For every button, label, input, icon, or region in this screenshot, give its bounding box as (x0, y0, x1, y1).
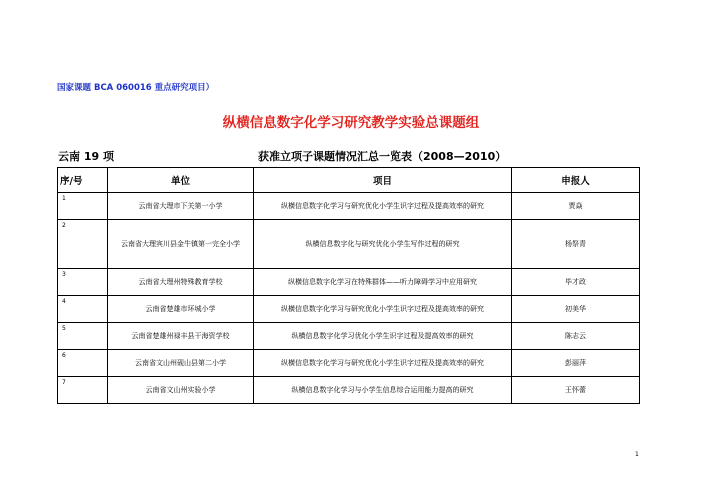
applicant-cell: 陈志云 (512, 323, 640, 350)
region-count: 云南 19 项 (58, 150, 114, 163)
unit-cell: 云南省大理市下关第一小学 (108, 193, 254, 220)
applicant-cell: 彭丽萍 (512, 350, 640, 377)
table-header-row (58, 168, 640, 193)
column-header-number: 序/号 (58, 168, 108, 193)
unit-cell: 云南省楚雄市环城小学 (108, 296, 254, 323)
unit-cell: 云南省大理宾川县金牛镇第一完全小学 (108, 220, 254, 269)
column-header-project: 项目 (254, 168, 512, 193)
page-title: 纵横信息数字化学习研究教学实验总课题组 (222, 115, 480, 131)
project-cell: 纵横信息数字化学习在特殊群体——听力障碍学习中应用研究 (254, 269, 512, 296)
applicant-cell: 初美华 (512, 296, 640, 323)
unit-cell: 云南省楚雄州禄丰县干海资学校 (108, 323, 254, 350)
summary-table (57, 167, 640, 404)
unit-cell: 云南省文山州砚山县第二小学 (108, 350, 254, 377)
row-number: 3 (58, 269, 108, 296)
applicant-cell: 王怀蕾 (512, 377, 640, 404)
table-row (58, 269, 640, 296)
row-number: 2 (58, 220, 108, 269)
unit-cell: 云南省大理州特殊教育学校 (108, 269, 254, 296)
table-row (58, 377, 640, 404)
project-cell: 纵横信息数字化学习与研究优化小学生识字过程及提高效率的研究 (254, 350, 512, 377)
project-cell: 纵横信息数字化学习优化小学生识字过程及提高效率的研究 (254, 323, 512, 350)
applicant-cell: 毕才政 (512, 269, 640, 296)
table-row (58, 323, 640, 350)
row-number: 7 (58, 377, 108, 404)
column-header-unit: 单位 (108, 168, 254, 193)
row-number: 5 (58, 323, 108, 350)
table-row (58, 350, 640, 377)
row-number: 6 (58, 350, 108, 377)
applicant-cell: 贾焱 (512, 193, 640, 220)
table-row (58, 220, 640, 269)
row-number: 1 (58, 193, 108, 220)
page-number: 1 (635, 451, 639, 458)
row-number: 4 (58, 296, 108, 323)
project-cell: 纵横信息数字化学习与研究优化小学生识字过程及提高效率的研究 (254, 296, 512, 323)
column-header-applicant: 申报人 (512, 168, 640, 193)
subtitle: 国家课题 BCA 060016 重点研究项目） (57, 83, 215, 93)
table-title: 获准立项子课题情况汇总一览表（2008—2010） (258, 150, 507, 163)
applicant-cell: 杨祭青 (512, 220, 640, 269)
table-row (58, 193, 640, 220)
project-cell: 纵横信息数字化学习与研究优化小学生识字过程及提高效率的研究 (254, 193, 512, 220)
project-cell: 纵横信息数字化学习与小学生信息综合运用能力提高的研究 (254, 377, 512, 404)
unit-cell: 云南省文山州实验小学 (108, 377, 254, 404)
table-row (58, 296, 640, 323)
project-cell: 纵横信息数字化与研究优化小学生写作过程的研究 (254, 220, 512, 269)
